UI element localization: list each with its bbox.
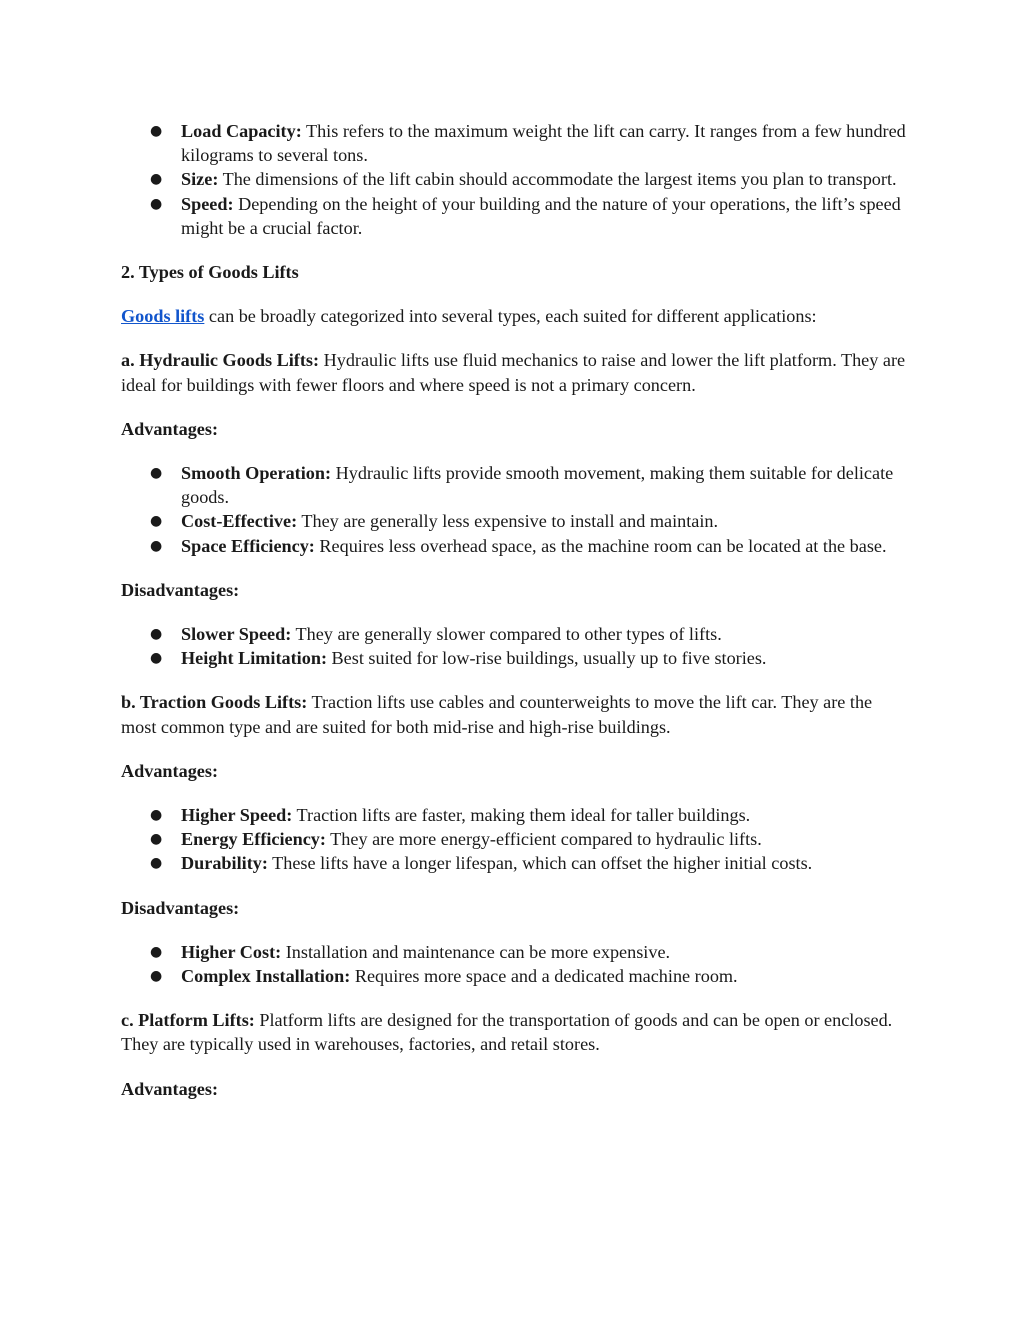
traction-paragraph (121, 690, 911, 738)
item-text: They are generally less expensive to install and maintain. (297, 511, 719, 532)
item-text: Requires less overhead space, as the machine room can be located at the base. (314, 535, 887, 556)
list-item (121, 534, 911, 558)
item-term: Load Capacity: (181, 121, 302, 141)
advantages-label-text: Advantages: (121, 760, 219, 781)
hydraulic-text: Hydraulic lifts use fluid mechanics to raise and lower the lift platform. They are ideal for buildings with fewer floors and where speed is not a primary concern. (121, 350, 906, 395)
hydraulic-advantages-list (121, 461, 911, 558)
list-item (121, 646, 911, 670)
list-item (121, 167, 911, 191)
list-item (121, 851, 911, 875)
advantages-label-text: Advantages: (121, 1078, 219, 1099)
advantages-label (121, 417, 911, 441)
traction-heading: b. Traction Goods Lifts: (121, 692, 308, 713)
list-item (121, 940, 911, 964)
section-heading-text: 2. Types of Goods Lifts (121, 262, 299, 283)
bullet-icon: ● (150, 513, 163, 530)
list-item (121, 803, 911, 827)
item-term: Higher Cost: (181, 941, 282, 962)
item-text: These lifts have a longer lifespan, which can offset the higher initial costs. (267, 853, 813, 874)
item-text: Depending on the height of your building and the nature of your operations, the lift’s speed might be a crucial factor. (181, 193, 901, 238)
item-text: Hydraulic lifts provide smooth movement, making them suitable for delicate goods. (181, 463, 894, 508)
disadvantages-label (121, 896, 911, 920)
list-item (121, 119, 911, 167)
list-item (121, 192, 911, 240)
advantages-label-text: Advantages: (121, 418, 219, 439)
item-text: Traction lifts are faster, making them ideal for taller buildings. (292, 805, 751, 826)
item-term: Space Efficiency: (181, 535, 315, 556)
item-text: Installation and maintenance can be more expensive. (281, 941, 671, 962)
bullet-icon: ● (150, 968, 163, 985)
item-text: Requires more space and a dedicated machine room. (350, 966, 738, 987)
hydraulic-disadvantages-list (121, 622, 911, 670)
traction-disadvantages-list (121, 940, 911, 988)
advantages-label (121, 759, 911, 783)
bullet-icon: ● (150, 465, 163, 482)
traction-text: Traction lifts use cables and counterweights to move the lift car. They are the most common type and are suited for both mid-rise and high-rise buildings. (121, 692, 873, 737)
platform-paragraph (121, 1008, 911, 1056)
bullet-icon: ● (150, 807, 163, 824)
list-item (121, 461, 911, 509)
item-term: Speed: (181, 193, 234, 214)
item-term: Higher Speed: (181, 805, 293, 826)
bullet-icon: ● (150, 855, 163, 872)
bullet-icon: ● (150, 943, 163, 960)
item-term: Slower Speed: (181, 624, 292, 645)
item-text: Best suited for low-rise buildings, usually up to five stories. (327, 648, 767, 669)
item-term: Height Limitation: (181, 648, 327, 669)
list-item (121, 509, 911, 533)
bullet-icon: ● (150, 537, 163, 554)
item-term: Size: (181, 169, 219, 190)
item-term: Complex Installation: (181, 966, 351, 987)
intro-text: can be broadly categorized into several types, each suited for different applications: (204, 306, 817, 327)
platform-text: Platform lifts are designed for the transportation of goods and can be open or enclosed. They are typically used in warehouses, factories, and retail stores. (121, 1010, 893, 1055)
item-text: They are more energy-efficient compared to hydraulic lifts. (325, 829, 762, 850)
item-term: Smooth Operation: (181, 463, 332, 484)
bullet-icon: ● (150, 171, 163, 188)
item-term: Cost-Effective: (181, 511, 298, 532)
item-text: The dimensions of the lift cabin should accommodate the largest items you plan to transport. (218, 169, 897, 190)
bullet-icon: ● (150, 123, 163, 139)
list-item (121, 622, 911, 646)
bullet-icon: ● (150, 626, 163, 643)
advantages-label (121, 1077, 911, 1101)
item-term: Energy Efficiency: (181, 829, 326, 850)
disadvantages-label-text: Disadvantages: (121, 579, 240, 600)
document-page (121, 119, 911, 1101)
goods-lifts-link[interactable]: Goods lifts (121, 306, 205, 327)
bullet-icon: ● (150, 195, 163, 212)
platform-heading: c. Platform Lifts: (121, 1010, 255, 1031)
item-text: This refers to the maximum weight the lift can carry. It ranges from a few hundred kilograms to several tons. (181, 121, 906, 166)
bullet-icon: ● (150, 650, 163, 667)
disadvantages-label-text: Disadvantages: (121, 897, 240, 918)
intro-paragraph (121, 304, 911, 328)
hydraulic-heading: a. Hydraulic Goods Lifts: (121, 350, 320, 371)
item-text: They are generally slower compared to other types of lifts. (291, 624, 722, 645)
lift-factors-list (121, 119, 911, 240)
traction-advantages-list (121, 803, 911, 876)
list-item (121, 964, 911, 988)
list-item (121, 827, 911, 851)
item-term: Durability: (181, 853, 268, 874)
disadvantages-label (121, 578, 911, 602)
bullet-icon: ● (150, 831, 163, 848)
hydraulic-paragraph (121, 348, 911, 396)
section-heading (121, 260, 911, 284)
